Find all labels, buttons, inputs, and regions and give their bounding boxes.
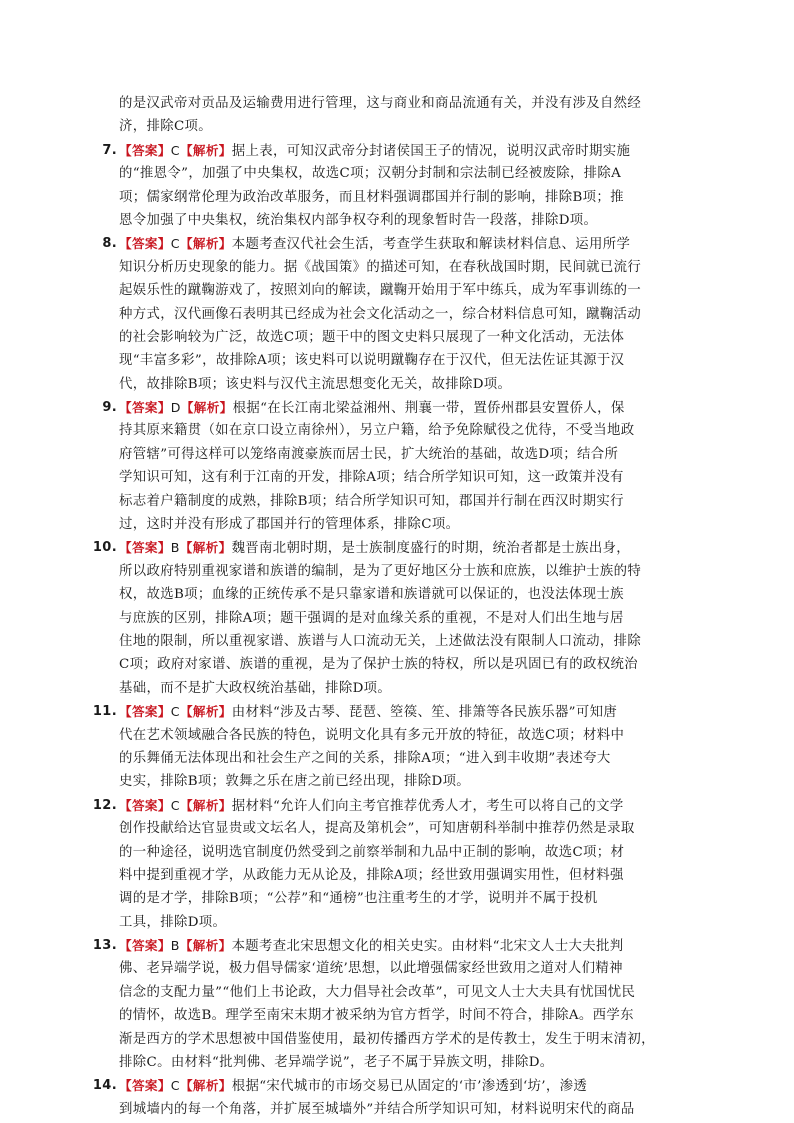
analysis-line: 代，故排除B项；该史料与汉代主流思想变化无关，故排除D项。 (119, 376, 512, 392)
answer-item (102, 232, 675, 396)
analysis-line: 的一种途径，说明选官制度仍然受到之前察举制和九品中正制的影响，故选C项；材 (119, 844, 625, 860)
answer-label: 【答案】 (119, 400, 171, 416)
answer-choice: B (170, 938, 180, 954)
answer-item (102, 139, 675, 233)
analysis-line: 住地的限制，所以重视家谱、族谱与人口流动无关，上述做法没有限制人口流动，排除 (119, 633, 642, 649)
analysis-line: 佛、老异端学说，极力倡导儒家‘道统’思想，以此增强儒家经世致用之道对人们精神 (119, 961, 623, 977)
analysis-line: 渐是西方的学术思想被中国借鉴使用，最初传播西方学术的是传教士，发生于明末清初， (119, 1031, 655, 1047)
analysis-line: 调的是才学，排除B项；“公荐”和“通榜”也注重考生的才学，说明并不属于投机 (119, 891, 598, 907)
answer-item-first-line (92, 536, 675, 559)
analysis-label: 【解析】 (179, 236, 232, 252)
answer-choice: C (170, 1078, 180, 1094)
analysis-line: 代在艺术领域融合各民族的特色，说明文化具有多元开放的特征，故选C项；材料中 (119, 727, 625, 743)
analysis-text: 根据“宋代城市的市场交易已从固定的‘市’渗透到‘坊’，渗透 (231, 1079, 588, 1095)
analysis-line: 持其原来籍贯（如在京口设立南徐州），另立户籍，给予免除赋役之优待，不受当地政 (119, 423, 635, 439)
analysis-line: 的情怀，故选B。理学至南宋末期才被采纳为官方哲学，时间不符合，排除A。西学东 (119, 1008, 634, 1024)
analysis-line: 恩令加强了中央集权，统治集权内部争权夺利的现象暂时告一段落，排除D项。 (119, 212, 598, 228)
answer-list (92, 139, 675, 1121)
answer-choice: C (170, 797, 180, 813)
answer-choice: C (170, 236, 180, 252)
analysis-text: 本题考查北宋思想文化的相关史实。由材料“北宋文人士大夫批判 (231, 939, 624, 955)
analysis-text: 由材料“涉及古琴、琵琶、箜篌、笙、排箫等各民族乐器”可知唐 (231, 705, 618, 721)
analysis-line: 创作投献给达官显贵或文坛名人，提高及第机会”，可知唐朝科举制中推荐仍然是录取 (119, 821, 635, 837)
answer-label: 【答案】 (119, 938, 171, 954)
analysis-line: 过，这时并没有形成了郡国并行的管理体系，排除C项。 (119, 517, 460, 533)
analysis-label: 【解析】 (179, 797, 232, 813)
answer-label: 【答案】 (119, 540, 171, 556)
answer-item-first-line (102, 232, 675, 255)
answer-item-first-line (102, 396, 675, 419)
intro-line: 的是汉武帝对贡品及运输费用进行管理，这与商业和商品流通有关，并没有涉及自然经 (119, 96, 642, 111)
answer-choice: B (170, 540, 180, 556)
analysis-line: 权，故选B项；血缘的正统传承不是只靠家谱和族谱就可以保证的，也没法体现士族 (119, 587, 624, 603)
question-number: 7. (102, 142, 117, 158)
answer-item-first-line (92, 1074, 675, 1097)
analysis-label: 【解析】 (179, 938, 232, 954)
analysis-label: 【解析】 (180, 400, 233, 416)
answer-item-first-line (92, 794, 675, 817)
analysis-line: 所以政府特别重视家谱和族谱的编制，是为了更好地区分士族和庶族，以维护士族的特 (119, 563, 642, 579)
answer-document (92, 92, 675, 1121)
analysis-line: 的乐舞俑无法体现出和社会生产之间的关系，排除A项；“进入到丰收期”表述夸大 (119, 750, 611, 766)
analysis-line: 基础，而不是扩大政权统治基础，排除D项。 (119, 680, 392, 696)
analysis-line: 起娱乐性的蹴鞠游戏了，按照刘向的解读，蹴鞠开始用于军中练兵，成为军事训练的一 (119, 283, 642, 299)
analysis-line: 标志着户籍制度的成熟，排除B项；结合所学知识可知，郡国并行制在西汉时期实行 (119, 493, 624, 509)
analysis-line: 知识分析历史现象的能力。据《战国策》的描述可知，在春秋战国时期，民间就已流行 (119, 259, 642, 275)
analysis-text: 据上表，可知汉武帝分封诸侯国王子的情况，说明汉武帝时期实施 (231, 143, 631, 159)
answer-label: 【答案】 (119, 797, 171, 813)
question-number: 9. (102, 400, 117, 416)
answer-item (92, 934, 675, 1074)
analysis-line: 工具，排除D项。 (119, 914, 227, 930)
analysis-line: 料中提到重视才学，从政能力无从论及，排除A项；经世致用强调实用性，但材料强 (119, 867, 624, 883)
analysis-line: 府管辖”可得这样可以笼络南渡豪族而居士民，扩大统治的基础，故选D项；结合所 (119, 446, 619, 462)
answer-item (92, 700, 675, 794)
analysis-text: 魏晋南北朝时期，是士族制度盛行的时期，统治者都是士族出身， (231, 541, 631, 557)
question-number: 8. (102, 236, 117, 252)
analysis-text: 根据“在长江南北梁益湘州、荆襄一带，置侨州郡县安置侨人，保 (232, 401, 625, 417)
answer-label: 【答案】 (119, 704, 171, 720)
analysis-line: 项；儒家纲常伦理为政治改革服务，而且材料强调郡国并行制的影响，排除B项；推 (119, 189, 624, 205)
answer-item-first-line (92, 934, 675, 957)
analysis-line: 的“推恩令”，加强了中央集权，故选C项；汉朝分封制和宗法制已经被废除，排除A (119, 166, 622, 182)
answer-label: 【答案】 (119, 1078, 171, 1094)
analysis-line: C项；政府对家谱、族谱的重视，是为了保护士族的特权，所以是巩固已有的政权统治 (119, 657, 638, 673)
answer-item (92, 794, 675, 934)
question-number: 11. (92, 704, 117, 720)
analysis-label: 【解析】 (179, 1078, 232, 1094)
analysis-line: 种方式，汉代画像石表明其已经成为社会文化活动之一，综合材料信息可知，蹴鞠活动 (119, 306, 642, 322)
answer-item (92, 1074, 675, 1121)
analysis-line: 排除C。由材料“批判佛、老异端学说”，老子不属于异族文明，排除D。 (119, 1055, 554, 1071)
analysis-line: 史实，排除B项；敦舞之乐在唐之前已经出现，排除D项。 (119, 774, 471, 790)
analysis-line: 学知识可知，这有利于江南的开发，排除A项；结合所学知识可知，这一政策并没有 (119, 470, 624, 486)
answer-item-first-line (92, 700, 675, 723)
answer-label: 【答案】 (119, 236, 171, 252)
analysis-label: 【解析】 (179, 540, 232, 556)
question-number: 10. (92, 540, 117, 556)
analysis-line: 的社会影响较为广泛，故选C项；题干中的图文史料只展现了一种文化活动，无法体 (119, 329, 625, 345)
question-number: 14. (92, 1078, 117, 1094)
intro-line: 济，排除C项。 (119, 119, 213, 135)
analysis-line: 到城墙内的每一个角落，并扩展至城墙外”并结合所学知识可知，材料说明宋代的商品 (119, 1101, 635, 1117)
analysis-text: 据材料“允许人们向主考官推荐优秀人才，考生可以将自己的文学 (231, 798, 624, 814)
answer-item (92, 536, 675, 700)
analysis-line: 信念的支配力量”“他们上书论政，大力倡导社会改革”，可见文人士大夫具有忧国忧民 (119, 984, 636, 1000)
answer-choice: C (170, 704, 180, 720)
analysis-text: 本题考查汉代社会生活，考查学生获取和解读材料信息、运用所学 (231, 237, 631, 253)
analysis-label: 【解析】 (179, 704, 232, 720)
analysis-line: 现“丰富多彩”，故排除A项；该史料可以说明蹴鞠存在于汉代，但无法佐证其源于汉 (119, 353, 625, 369)
answer-choice: C (170, 142, 180, 158)
answer-item-first-line (102, 139, 675, 162)
analysis-line: 与庶族的区别，排除A项；题干强调的是对血缘关系的重视，不是对人们出生地与居 (119, 610, 624, 626)
answer-choice: D (170, 400, 181, 416)
answer-item (102, 396, 675, 536)
analysis-label: 【解析】 (179, 142, 232, 158)
answer-label: 【答案】 (119, 142, 171, 158)
question-number: 12. (92, 797, 117, 813)
question-number: 13. (92, 938, 117, 954)
